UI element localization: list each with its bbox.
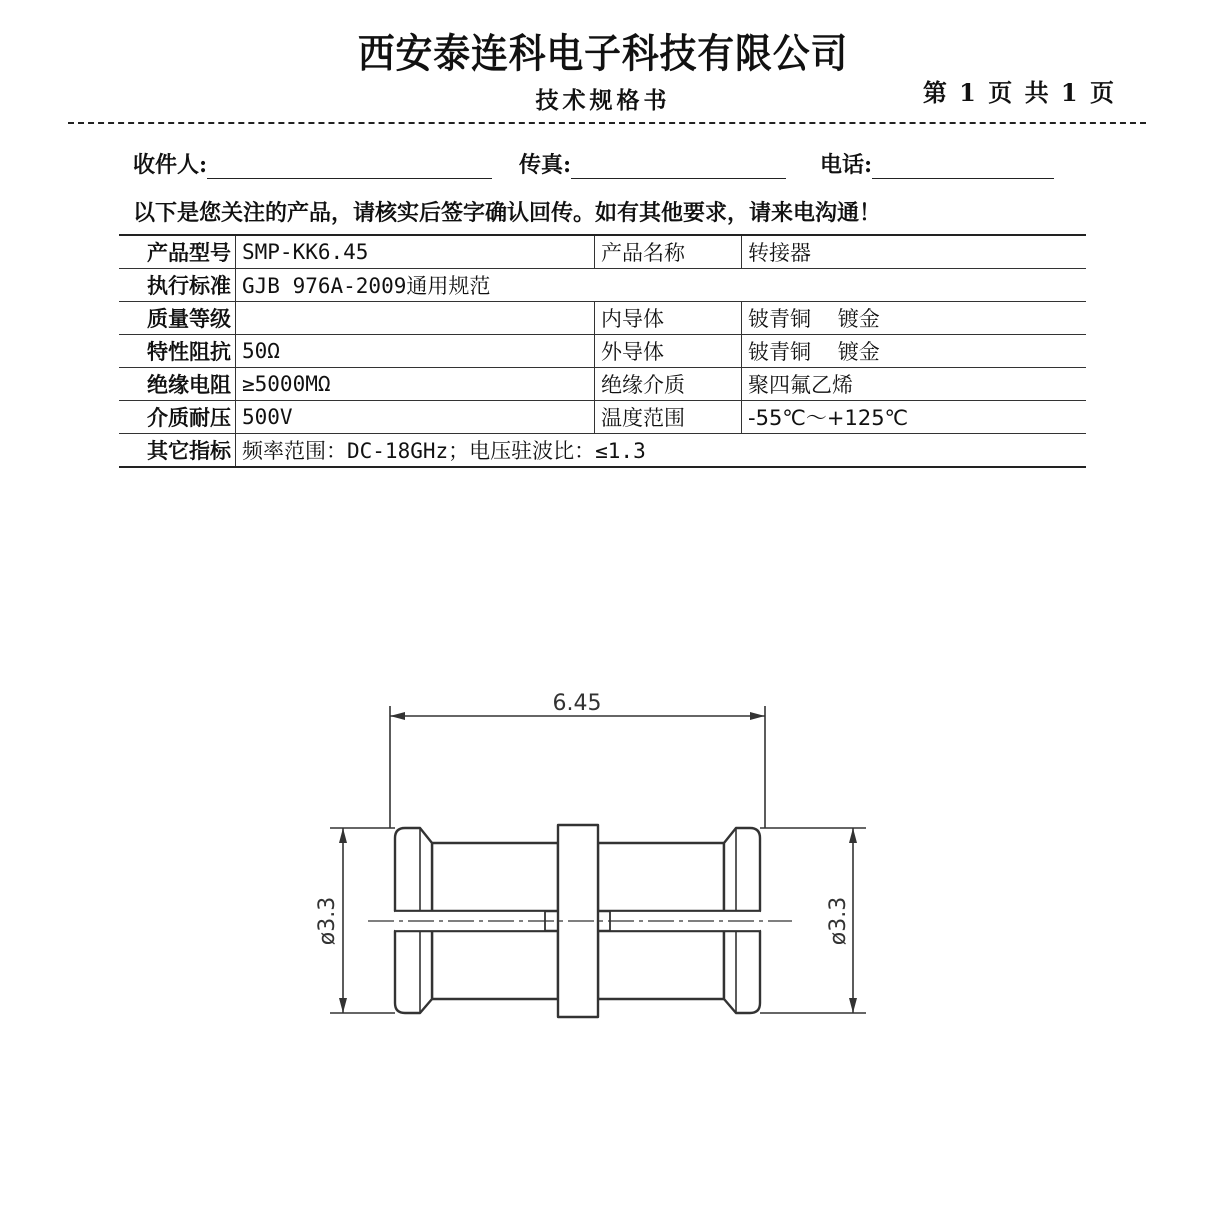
- name-label: 产品名称: [595, 235, 742, 269]
- withstand-voltage-label: 介质耐压: [119, 401, 236, 434]
- insulation-resistance-value: ≥5000MΩ: [236, 368, 595, 401]
- insulation-resistance-label: 绝缘电阻: [119, 368, 236, 401]
- model-value: SMP-KK6.45: [236, 235, 595, 269]
- arrowhead: [339, 998, 347, 1013]
- length-dimension-text: 6.45: [552, 691, 602, 716]
- arrowhead: [339, 828, 347, 843]
- temperature-value: -55℃～+125℃: [742, 401, 1087, 434]
- right-body-upper: [598, 843, 724, 911]
- left-body-upper: [432, 843, 558, 911]
- temperature-label: 温度范围: [595, 401, 742, 434]
- dielectric-label: 绝缘介质: [595, 368, 742, 401]
- arrowhead: [750, 712, 765, 720]
- left-flange-upper: [395, 828, 432, 911]
- page-indicator: 第 1 页 共 1 页: [922, 78, 1116, 107]
- inner-conductor-label: 内导体: [595, 302, 742, 335]
- right-diameter-text: ø3.3: [826, 896, 851, 946]
- impedance-value: 50Ω: [236, 335, 595, 368]
- dielectric-value: 聚四氟乙烯: [742, 368, 1087, 401]
- phone-label: 电话:: [820, 152, 873, 178]
- name-value: 转接器: [742, 235, 1087, 269]
- other-specs-label: 其它指标: [119, 434, 236, 468]
- model-label: 产品型号: [119, 235, 236, 269]
- right-flange-upper: [724, 828, 760, 911]
- right-body-lower: [598, 931, 724, 999]
- other-specs-value: 频率范围：DC-18GHz；电压驻波比：≤1.3: [236, 434, 1087, 468]
- inner-conductor-value: 铍青铜 镀金: [742, 302, 1087, 335]
- standard-value: GJB 976A-2009通用规范: [236, 269, 1087, 302]
- document-subtitle: 技术规格书: [535, 88, 671, 114]
- grade-label: 质量等级: [119, 302, 236, 335]
- standard-label: 执行标准: [119, 269, 236, 302]
- arrowhead: [390, 712, 405, 720]
- arrowhead: [849, 828, 857, 843]
- left-body-lower: [432, 931, 558, 999]
- right-flange-lower: [724, 931, 760, 1013]
- notice-text: 以下是您关注的产品，请核实后签字确认回传。如有其他要求，请来电沟通！: [133, 200, 882, 226]
- impedance-label: 特性阻抗: [119, 335, 236, 368]
- left-flange-lower: [395, 931, 432, 1013]
- withstand-voltage-value: 500V: [236, 401, 595, 434]
- fax-label: 传真:: [519, 152, 572, 178]
- arrowhead: [849, 998, 857, 1013]
- left-diameter-text: ø3.3: [315, 896, 340, 946]
- recipient-label: 收件人:: [133, 152, 208, 178]
- outer-conductor-value: 铍青铜 镀金: [742, 335, 1087, 368]
- outer-conductor-label: 外导体: [595, 335, 742, 368]
- company-name: 西安泰连科电子科技有限公司: [357, 31, 849, 77]
